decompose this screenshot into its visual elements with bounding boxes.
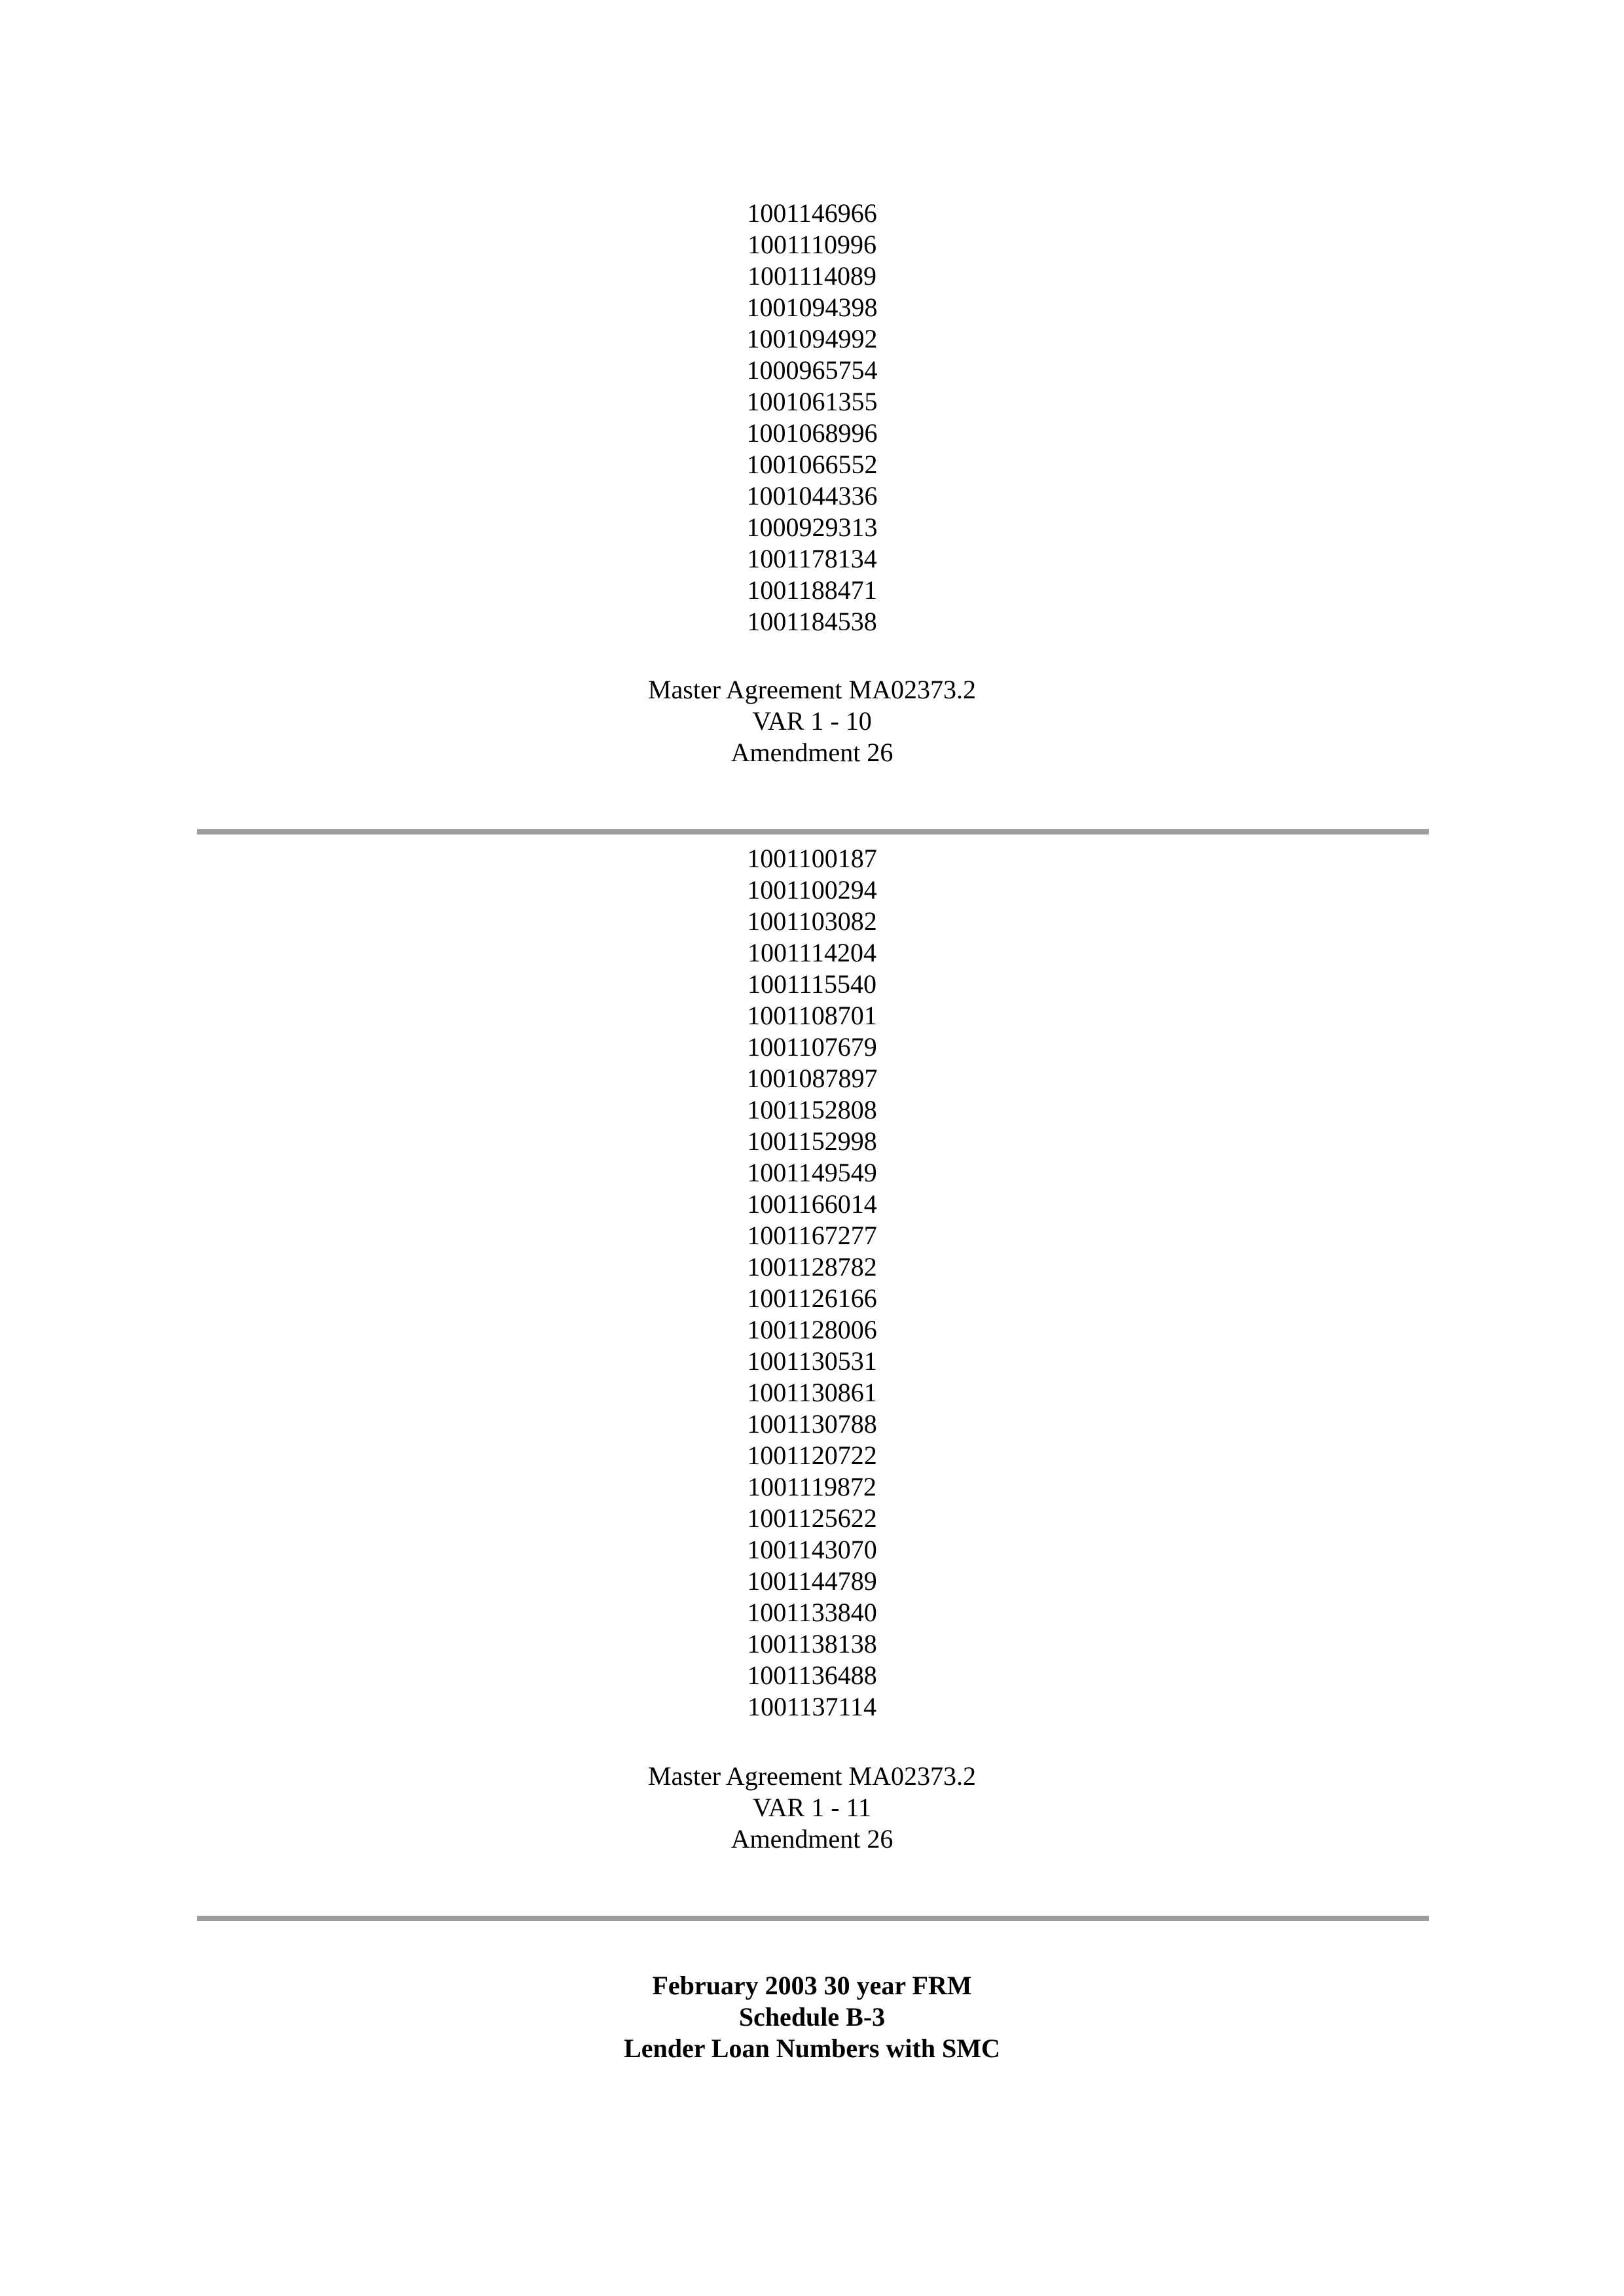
heading-schedule: Schedule B-3 [738, 2002, 886, 2032]
loan-number: 1001100187 [747, 844, 877, 873]
loan-number: 1001188471 [747, 575, 877, 605]
loan-number: 1001143070 [747, 1535, 877, 1564]
var-label: VAR 1 - 10 [752, 706, 872, 736]
master-agreement-label: Master Agreement MA02373.2 [647, 675, 976, 704]
loan-number: 1001087897 [746, 1064, 878, 1093]
loan-number: 1001125622 [747, 1503, 877, 1533]
amendment-label: Amendment 26 [731, 1824, 893, 1854]
loan-number: 1001044336 [746, 481, 878, 511]
page-separator-2 [197, 1916, 1429, 1921]
loan-number: 1001138138 [747, 1629, 877, 1659]
heading-subtitle: Lender Loan Numbers with SMC [624, 2034, 1000, 2063]
loan-number: 1001184538 [747, 607, 877, 636]
loan-number: 1001166014 [747, 1189, 877, 1219]
page-separator-1 [197, 829, 1429, 834]
loan-number: 1001146966 [747, 198, 877, 228]
loan-number: 1001126166 [747, 1283, 877, 1313]
page-footer-1 [0, 674, 1624, 768]
loan-number: 1001130531 [747, 1346, 877, 1376]
loan-number: 1001119872 [747, 1472, 877, 1501]
loan-number: 1001178134 [747, 544, 877, 573]
loan-number: 1001114089 [747, 261, 877, 291]
loan-number: 1001115540 [747, 969, 877, 999]
master-agreement-label: Master Agreement MA02373.2 [647, 1761, 976, 1791]
loan-number: 1001108701 [747, 1001, 877, 1030]
loan-number: 1001152998 [747, 1126, 877, 1156]
loan-number: 1001149549 [747, 1158, 877, 1187]
loan-number: 1001068996 [746, 418, 878, 448]
loan-number: 1001107679 [747, 1032, 877, 1062]
loan-number: 1001110996 [747, 230, 877, 259]
loan-number-list-1 [0, 198, 1624, 637]
page-footer-2 [0, 1761, 1624, 1855]
loan-number: 1001144789 [747, 1566, 877, 1596]
loan-number: 1001128782 [747, 1252, 877, 1282]
schedule-heading [0, 1970, 1624, 2064]
loan-number: 1001130788 [747, 1409, 877, 1439]
var-label: VAR 1 - 11 [752, 1793, 872, 1822]
loan-number: 1000965754 [746, 355, 878, 385]
loan-number-list-2 [0, 843, 1624, 1723]
loan-number: 1001137114 [747, 1692, 877, 1721]
heading-title: February 2003 30 year FRM [652, 1971, 972, 2000]
loan-number: 1001136488 [747, 1660, 877, 1690]
loan-number: 1001066552 [746, 450, 878, 479]
loan-number: 1001152808 [747, 1095, 877, 1124]
loan-number: 1001167277 [747, 1221, 877, 1250]
loan-number: 1001061355 [746, 387, 878, 416]
loan-number: 1001120722 [747, 1441, 877, 1470]
loan-number: 1001094398 [746, 293, 878, 322]
loan-number: 1001103082 [747, 906, 877, 936]
loan-number: 1001114204 [747, 938, 877, 967]
amendment-label: Amendment 26 [731, 738, 893, 767]
loan-number: 1001130861 [747, 1378, 877, 1407]
loan-number: 1001128006 [747, 1315, 877, 1344]
loan-number: 1001100294 [747, 875, 877, 905]
loan-number: 1001094992 [746, 324, 878, 353]
loan-number: 1000929313 [746, 512, 878, 542]
loan-number: 1001133840 [747, 1598, 877, 1627]
